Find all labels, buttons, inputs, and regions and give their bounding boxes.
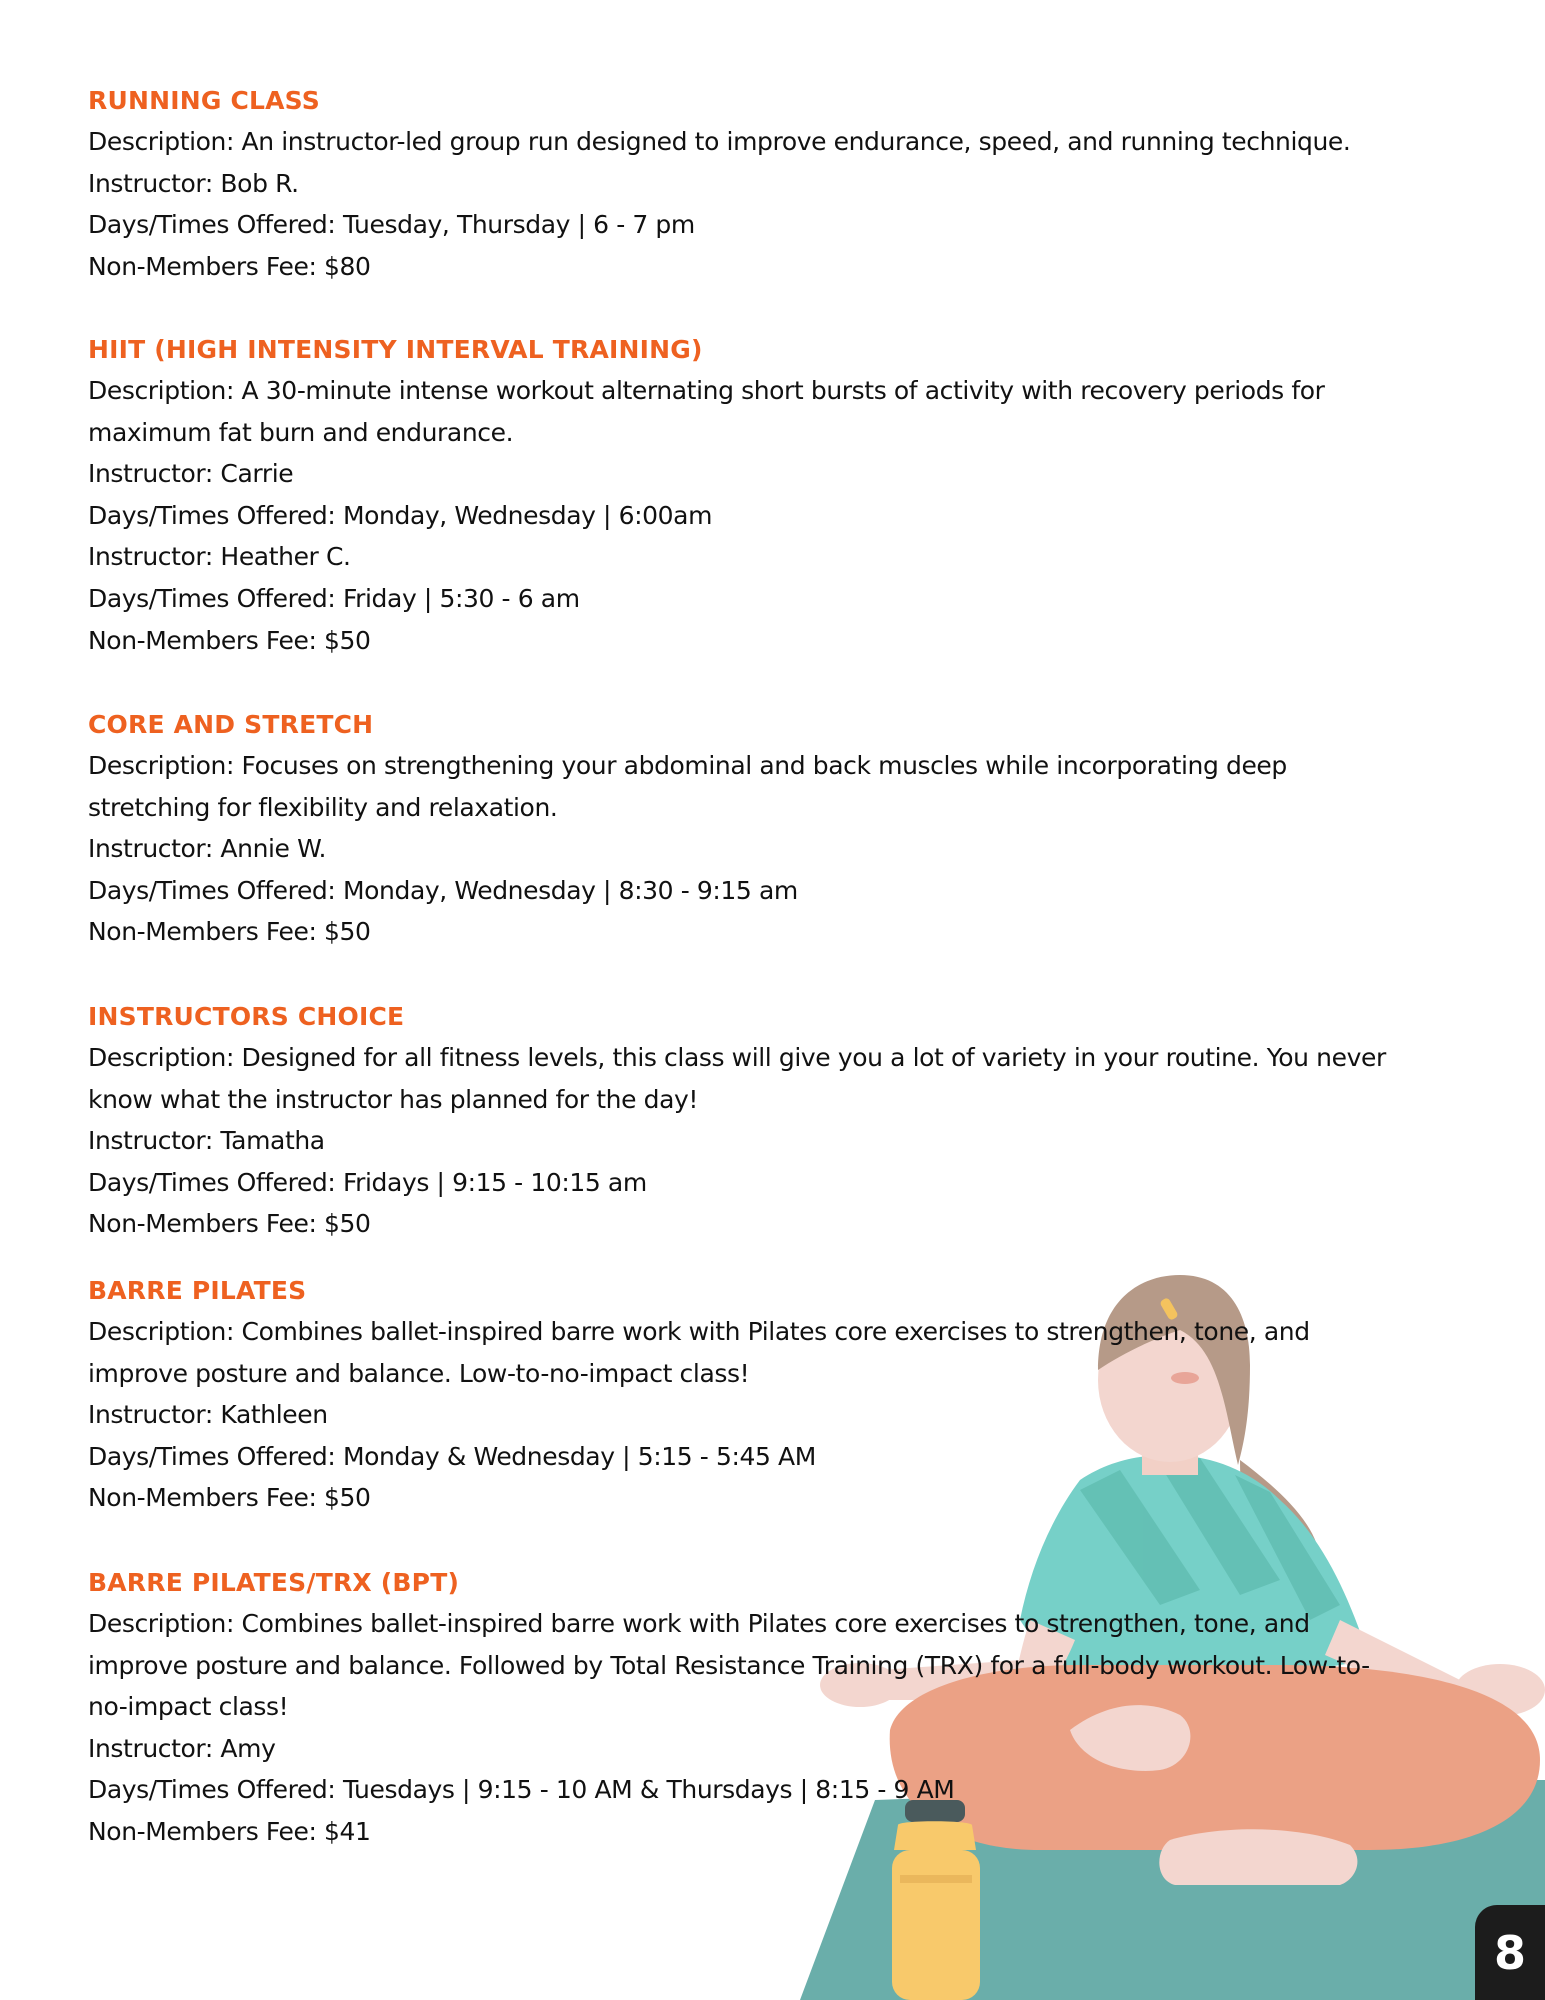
class-barre-pilates-trx (88, 1562, 1370, 1853)
class-description: Description: An instructor-led group run designed to improve endurance, speed, and running technique. (88, 127, 1351, 156)
class-instructor: Instructor: Kathleen (88, 1400, 328, 1430)
class-title: CORE AND STRETCH (88, 710, 374, 739)
class-description: maximum fat burn and endurance. (88, 417, 514, 447)
class-title: RUNNING CLASS (88, 86, 320, 115)
class-description: improve posture and balance. Low-to-no-impact class! (88, 1358, 750, 1388)
class-description: Description: Designed for all fitness levels, this class will give you a lot of variety in your routine. You never (88, 1043, 1386, 1072)
class-instructor: Instructor: Heather C. (88, 542, 351, 572)
class-schedule: Days/Times Offered: Fridays | 9:15 - 10:15 am (88, 1167, 647, 1197)
class-fee: Non-Members Fee: $80 (88, 251, 371, 281)
class-instructor: Instructor: Annie W. (88, 834, 327, 864)
class-schedule: Days/Times Offered: Tuesdays | 9:15 - 10 AM & Thursdays | 8:15 - 9 AM (88, 1775, 955, 1805)
class-title: BARRE PILATES (88, 1276, 307, 1305)
page-number: 8 (1493, 1925, 1526, 1980)
class-description: Description: Focuses on strengthening your abdominal and back muscles while incorporating deep (88, 751, 1287, 780)
class-title: INSTRUCTORS CHOICE (88, 1002, 405, 1031)
class-description: Description: Combines ballet-inspired barre work with Pilates core exercises to strengthen, tone, and (88, 1317, 1310, 1346)
class-description: improve posture and balance. Followed by Total Resistance Training (TRX) for a full-body workout. Low-to- (88, 1650, 1370, 1680)
class-instructor: Instructor: Amy (88, 1733, 276, 1763)
class-schedule: Days/Times Offered: Friday | 5:30 - 6 am (88, 583, 580, 613)
page-number-badge (1475, 1905, 1545, 2000)
class-hiit (88, 329, 1325, 661)
class-fee: Non-Members Fee: $50 (88, 1483, 371, 1513)
class-fee: Non-Members Fee: $41 (88, 1816, 371, 1846)
class-instructor: Instructor: Carrie (88, 459, 294, 489)
class-schedule: Days/Times Offered: Tuesday, Thursday | 6 - 7 pm (88, 210, 695, 240)
class-description: stretching for flexibility and relaxation. (88, 792, 558, 822)
class-schedule: Days/Times Offered: Monday, Wednesday | 8:30 - 9:15 am (88, 875, 798, 905)
class-instructor: Instructor: Bob R. (88, 168, 299, 198)
class-running (88, 80, 1350, 287)
class-description: Description: A 30-minute intense workout alternating short bursts of activity with recovery periods for (88, 376, 1325, 405)
class-description: know what the instructor has planned for the day! (88, 1084, 699, 1114)
class-barre-pilates (88, 1270, 1310, 1519)
class-description: no-impact class! (88, 1692, 289, 1722)
class-fee: Non-Members Fee: $50 (88, 917, 371, 947)
class-schedule: Days/Times Offered: Monday, Wednesday | 6:00am (88, 500, 713, 530)
class-schedule: Days/Times Offered: Monday & Wednesday | 5:15 - 5:45 AM (88, 1441, 816, 1471)
class-fee: Non-Members Fee: $50 (88, 625, 371, 655)
class-instructors-choice (88, 996, 1386, 1245)
class-instructor: Instructor: Tamatha (88, 1126, 325, 1156)
class-title: HIIT (HIGH INTENSITY INTERVAL TRAINING) (88, 335, 703, 364)
class-title: BARRE PILATES/TRX (BPT) (88, 1568, 460, 1597)
class-description: Description: Combines ballet-inspired barre work with Pilates core exercises to strengthen, tone, and (88, 1609, 1310, 1638)
class-fee: Non-Members Fee: $50 (88, 1209, 371, 1239)
class-core-and-stretch (88, 704, 1287, 953)
